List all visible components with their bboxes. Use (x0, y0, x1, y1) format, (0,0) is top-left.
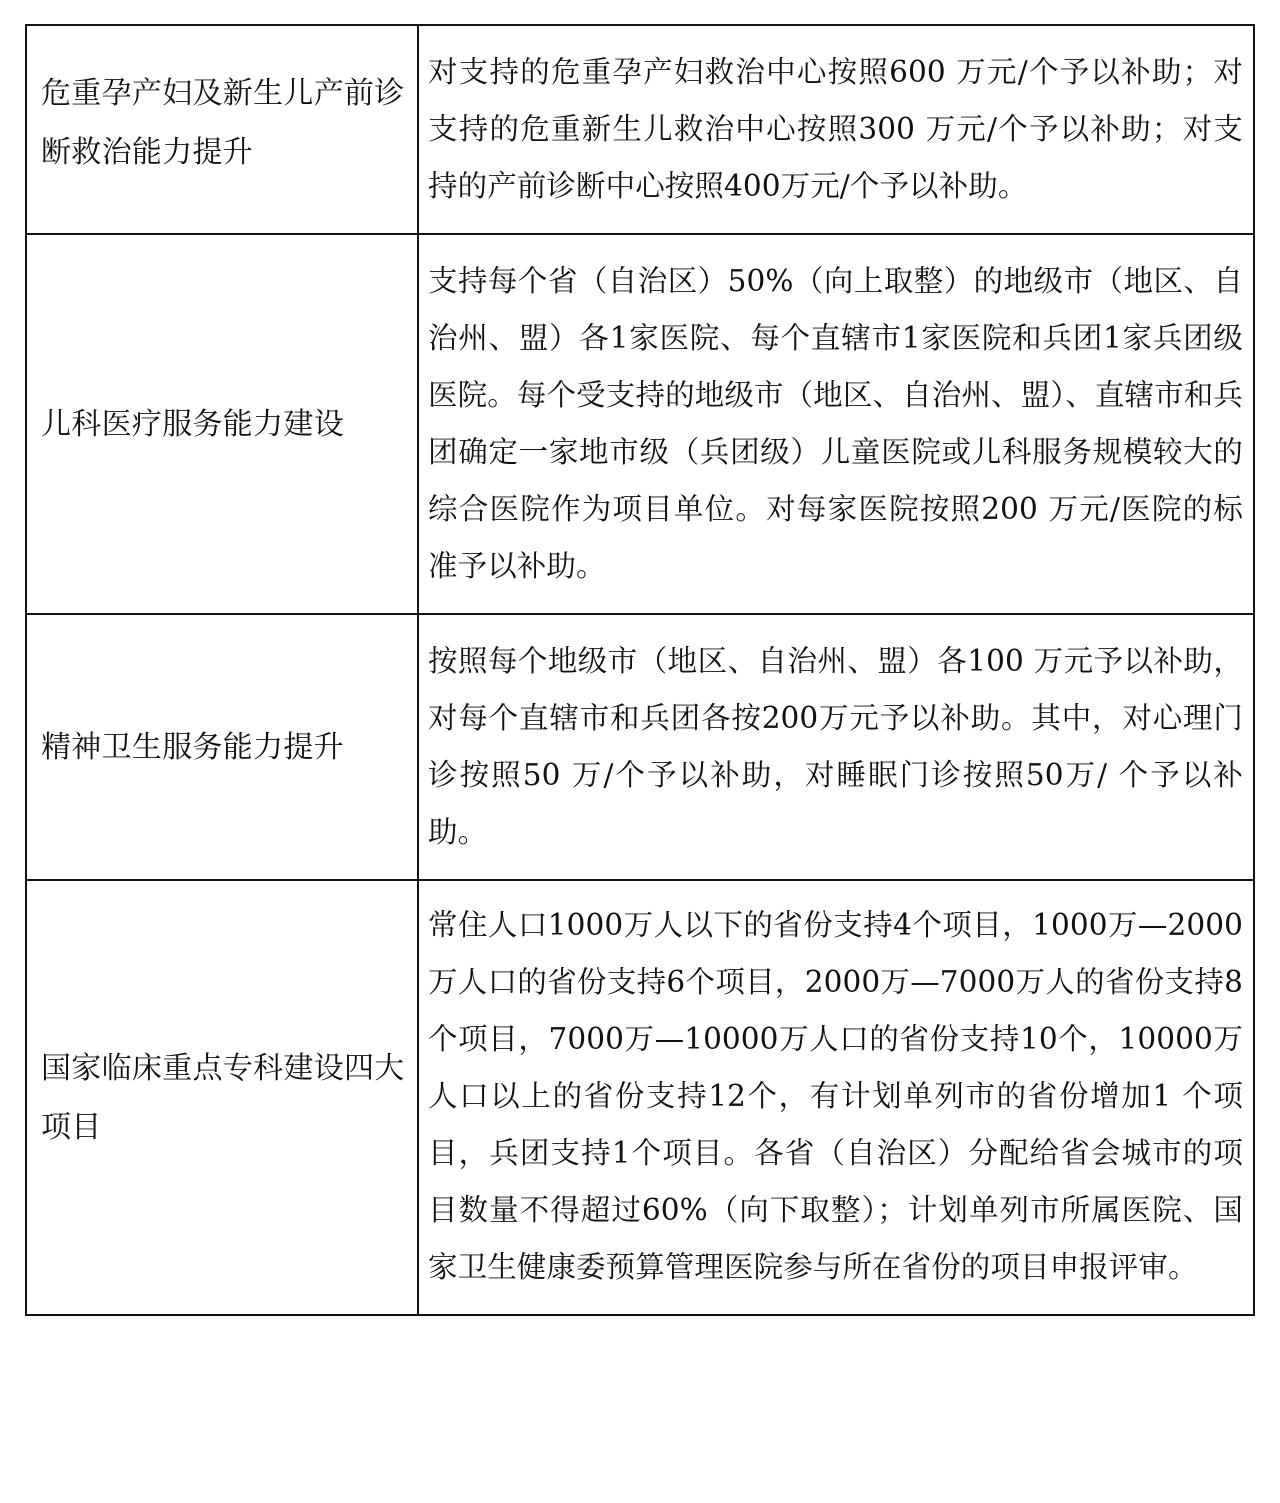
table-row (26, 614, 1254, 880)
row-label-cell (26, 880, 418, 1315)
row-body-text: 对支持的危重孕产妇救治中心按照600 万元/个予以补助；对支持的危重新生儿救治中心按照300 万元/个予以补助；对支持的产前诊断中心按照400万元/个予以补助。 (428, 55, 1243, 203)
row-body-cell (418, 25, 1254, 234)
row-label-cell (26, 234, 418, 614)
row-label-text: 国家临床重点专科建设四大项目 (41, 1050, 405, 1145)
policy-subsidy-table (25, 24, 1255, 1316)
table-row (26, 25, 1254, 234)
row-body-text: 常住人口1000万人以下的省份支持4个项目，1000万—2000万人口的省份支持6个项目，2000万—7000万人的省份支持8个项目，7000万—10000万人口的省份支持10个，10000万人口以上的省份支持12个，有计划单列市的省份增加1 个项目，兵团支持1个项目。各省（自治区）分配给省会城市的项目数量不得超过60%（向下取整）；计划单列市所属医院、国家卫生健康委预算管理医院参与所在省份的项目申报评审。 (428, 908, 1243, 1284)
table-row (26, 234, 1254, 614)
row-label-text: 危重孕产妇及新生儿产前诊断救治能力提升 (41, 75, 405, 170)
table-row (26, 880, 1254, 1315)
row-body-cell (418, 234, 1254, 614)
row-label-cell (26, 614, 418, 880)
row-body-text: 支持每个省（自治区）50%（向上取整）的地级市（地区、自治州、盟）各1家医院、每个直辖市1家医院和兵团1家兵团级医院。每个受支持的地级市（地区、自治州、盟）、直辖市和兵团确定一家地市级（兵团级）儿童医院或儿科服务规模较大的综合医院作为项目单位。对每家医院按照200 万元/医院的标准予以补助。 (428, 264, 1243, 583)
row-body-text: 按照每个地级市（地区、自治州、盟）各100 万元予以补助，对每个直辖市和兵团各按200万元予以补助。其中，对心理门诊按照50 万/个予以补助，对睡眠门诊按照50万/ 个予以补助。 (428, 644, 1243, 849)
row-body-cell (418, 614, 1254, 880)
row-body-cell (418, 880, 1254, 1315)
row-label-text: 儿科医疗服务能力建设 (41, 406, 344, 442)
row-label-text: 精神卫生服务能力提升 (41, 729, 344, 765)
row-label-cell (26, 25, 418, 234)
